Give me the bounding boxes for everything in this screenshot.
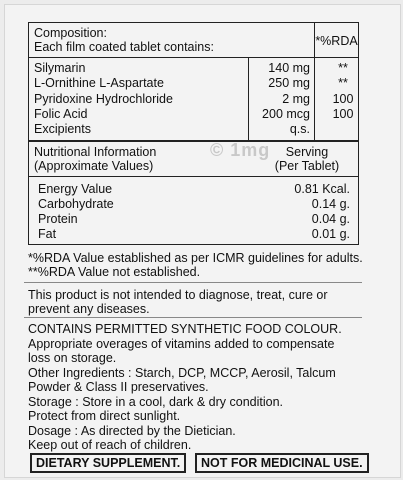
warning-line: Keep out of reach of children. <box>28 438 192 452</box>
nutrition-header-divider <box>28 176 359 177</box>
ingredient-amount: 2 mg <box>282 92 310 106</box>
nutrient-value: 0.01 g. <box>311 227 350 241</box>
info-line: loss on storage. <box>28 351 117 365</box>
disclaimer-line: This product is not intended to diagnose, treat, cure or <box>28 288 328 302</box>
ingredient-name: L-Ornithine L-Aspartate <box>34 76 164 90</box>
ingredient-name: Excipients <box>34 122 91 136</box>
nutrition-header-label: Nutritional Information <box>34 145 157 159</box>
storage-line: Storage : Store in a cool, dark & dry condition. <box>28 395 283 409</box>
dietary-supplement-badge: DIETARY SUPPLEMENT. <box>30 453 186 473</box>
serving-subheader: (Per Tablet) <box>274 159 340 173</box>
ingredient-name: Silymarin <box>34 61 86 75</box>
watermark-logo: © 1mg <box>210 140 271 160</box>
nutrient-name: Fat <box>38 227 57 241</box>
ingredient-amount: 140 mg <box>268 61 310 75</box>
nutrient-name: Carbohydrate <box>38 197 114 211</box>
section-divider <box>24 317 362 318</box>
ingredient-name: Pyridoxine Hydrochloride <box>34 92 173 106</box>
other-ingredients-line: Other Ingredients : Starch, DCP, MCCP, Aerosil, Talcum <box>28 366 336 380</box>
nutrition-header-sublabel: (Approximate Values) <box>34 159 154 173</box>
ingredient-name: Folic Acid <box>34 107 88 121</box>
info-line: Appropriate overages of vitamins added to compensate <box>28 337 335 351</box>
dosage-line: Dosage : As directed by the Dietician. <box>28 424 236 438</box>
ingredient-rda: ** <box>338 61 348 75</box>
storage-line: Protect from direct sunlight. <box>28 409 181 423</box>
nutrient-value: 0.04 g. <box>311 212 350 226</box>
food-colour-notice: CONTAINS PERMITTED SYNTHETIC FOOD COLOUR. <box>28 322 342 336</box>
disclaimer-line: prevent any diseases. <box>28 302 150 316</box>
ingredient-rda: 100 <box>332 92 354 106</box>
nutrient-name: Energy Value <box>38 182 113 196</box>
ingredient-amount: q.s. <box>289 122 310 136</box>
other-ingredients-line: Powder & Class II preservatives. <box>28 380 209 394</box>
composition-col-divider-1 <box>248 57 249 141</box>
ingredient-amount: 200 mcg <box>262 107 310 121</box>
ingredient-amount: 250 mg <box>268 76 310 90</box>
rda-note: *%RDA Value established as per ICMR guidelines for adults. <box>28 251 363 265</box>
composition-header-divider <box>28 57 359 58</box>
rda-header: *%RDA <box>315 34 358 48</box>
section-divider <box>24 282 362 283</box>
nutrient-value: 0.81 Kcal. <box>294 182 350 196</box>
serving-header: Serving <box>285 145 329 159</box>
composition-subtitle: Each film coated tablet contains: <box>34 40 214 54</box>
not-for-medicinal-use-badge: NOT FOR MEDICINAL USE. <box>195 453 369 473</box>
composition-title: Composition: <box>34 26 107 40</box>
rda-note: **%RDA Value not established. <box>28 265 201 279</box>
nutrient-name: Protein <box>38 212 78 226</box>
ingredient-rda: 100 <box>332 107 354 121</box>
ingredient-rda: ** <box>338 76 348 90</box>
nutrient-value: 0.14 g. <box>311 197 350 211</box>
